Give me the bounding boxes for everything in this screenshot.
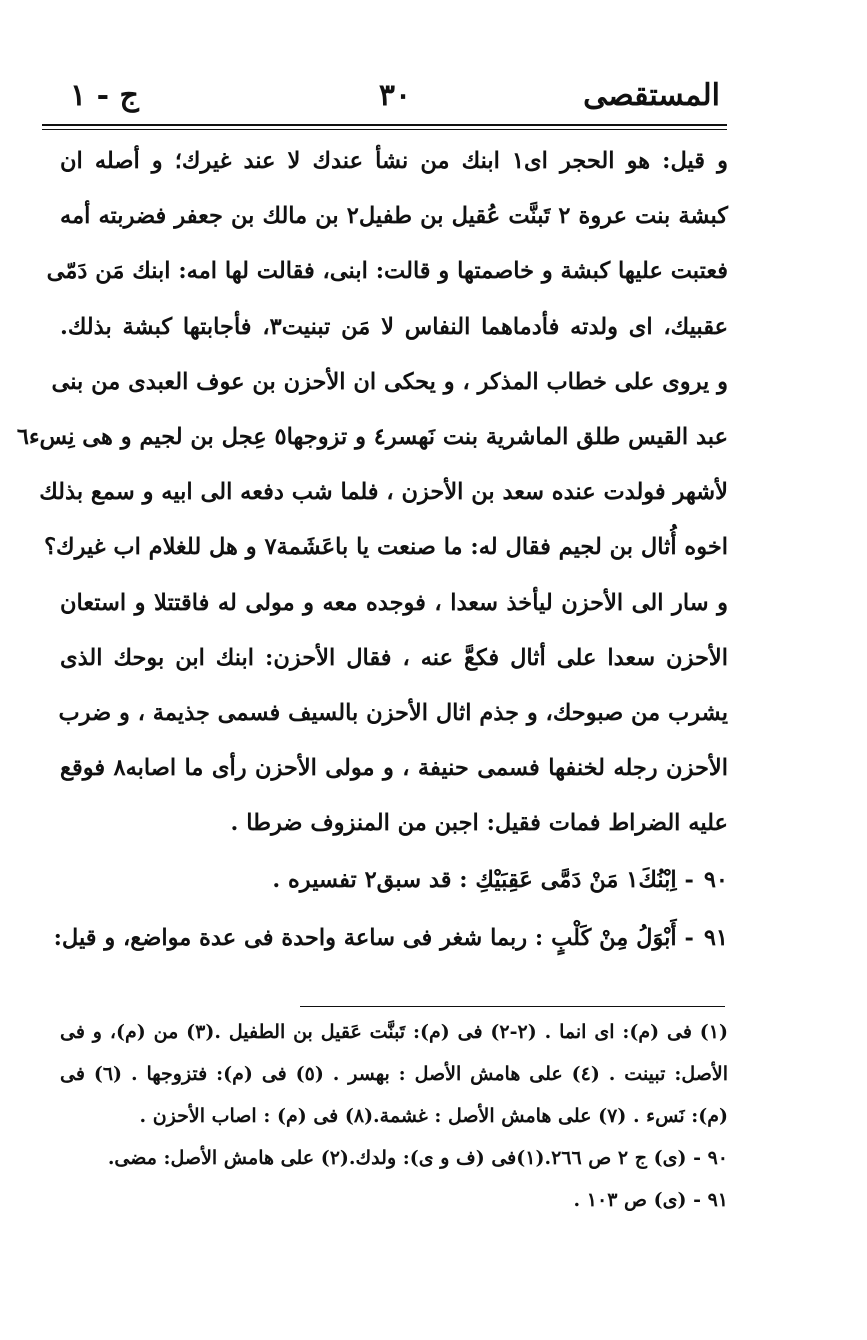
entry-number: ٩٠ [703, 867, 728, 894]
proverb-entry-90 [60, 851, 728, 909]
text-line: و سار الى الأحزن ليأخذ سعدا ، فوجده معه و مولى له فاقتتلا و استعان [60, 589, 728, 616]
entry-number: ٩١ [703, 925, 728, 952]
text-line: يشرب من صبوحك، و جذم اثال الأحزن بالسيف فسمى جذيمة ، و ضرب [58, 699, 728, 726]
entry-text: - أَبْوَلُ مِنْ كَلْبٍ : ربما شغر فى ساعة واحدة فى عدة مواضع، و قيل: [53, 925, 694, 952]
text-line: عبد القيس طلق الماشرية بنت نَهسر٤ و تزوجها٥ عِجل بن لجيم و هى نِسء٦ [16, 423, 728, 450]
header-rule-thick [42, 124, 727, 126]
footnotes [60, 1011, 728, 1221]
text-line: فعتبت عليها كبشة و خاصمتها و قالت: ابنى، فقالت لها امه: ابنك مَن دَمّى [46, 258, 728, 285]
main-text [16, 134, 729, 967]
footnote-line: (١) فى (م): اى انما . (٢-٢) فى (م): تَبنَّت عَقيل بن الطفيل .(٣) من (م)، و فى [60, 1021, 728, 1043]
text-line: و قيل: هو الحجر اى١ ابنك من نشأ عندك لا عند غيرك؛ و أصله ان [60, 148, 728, 174]
page-header [70, 70, 720, 120]
footnote-line: الأصل: تبينت . (٤) على هامش الأصل : بهسر . (٥) فى (م): فتزوجها . (٦) فى [60, 1063, 728, 1085]
text-line: اخوه أُثال بن لجيم فقال له: ما صنعت يا باعَشَمة٧ و هل للغلام اب غيرك؟ [44, 534, 728, 561]
page-number: ٣٠ [378, 78, 412, 113]
text-line: الأحزن رجله لخنفها فسمى حنيفة ، و مولى الأحزن رأى ما اصابه٨ فوقع [60, 755, 728, 782]
header-rule-thin [42, 129, 727, 130]
text-line: لأشهر فولدت عنده سعد بن الأحزن ، فلما شب دفعه الى ابيه و سمع بذلك [39, 479, 728, 506]
text-line: و يروى على خطاب المذكر ، و يحكى ان الأحزن بن عوف العبدى من بنى [51, 368, 728, 395]
footnote-line: ٩١ - (ى) ص ١٠٣ . [573, 1189, 728, 1211]
footnote-line: ٩٠ - (ى) ج ٢ ص ٢٦٦.(١)فى (ف و ى): ولدك.(٢) على هامش الأصل: مضى. [107, 1147, 728, 1169]
text-line: عليه الضراط فمات فقيل: اجبن من المنزوف ضرطا . [230, 810, 728, 837]
text-line: كبشة بنت عروة ٢ تَبنَّت عُقيل بن طفيل٢ بن مالك بن جعفر فضربته أمه [60, 203, 728, 230]
volume-label: ج - ١ [70, 78, 139, 113]
proverb-entry-91 [53, 909, 728, 967]
text-line: الأحزن سعدا على أثال فكعَّ عنه ، فقال الأحزن: ابنك ابن بوحك الذى [60, 644, 728, 671]
running-title: المستقصى [583, 78, 720, 113]
footnote-separator [300, 1006, 725, 1007]
footnote-line: (م): نَسء . (٧) على هامش الأصل : غشمة.(٨) فى (م) : اصاب الأحزن . [139, 1105, 728, 1127]
entry-text: - اِبْنُكَ١ مَنْ دَمَّى عَقِبَيْكِ : قد سبق٢ تفسيره . [272, 867, 694, 894]
text-line: عقبيك، اى ولدته فأدماهما النفاس لا مَن تبنيت٣، فأجابتها كبشة بذلك. [60, 313, 729, 340]
